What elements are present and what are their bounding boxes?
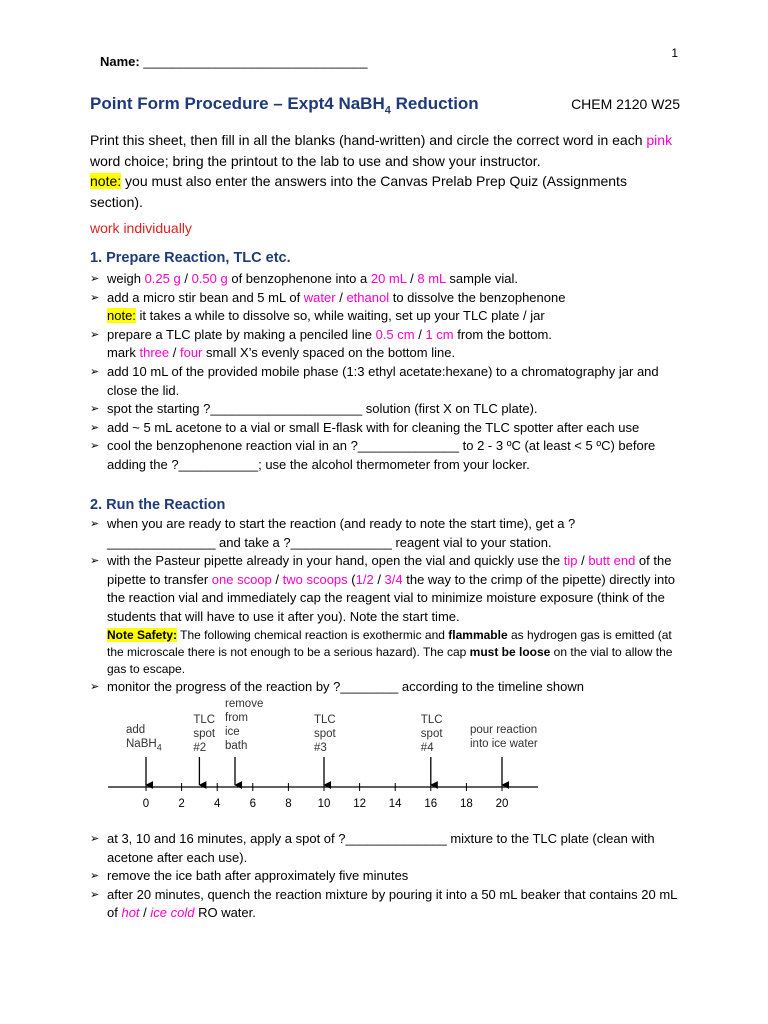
timeline-tick-label: 8 — [285, 798, 292, 810]
timeline-tick-label: 2 — [178, 798, 185, 810]
arrow-bullet-icon: ➢ — [90, 291, 100, 304]
timeline-tick-label: 18 — [459, 798, 473, 810]
note-highlight: note: — [90, 173, 122, 189]
list-item: ➢ weigh 0.25 g / 0.50 g of benzophenone into a 20 mL / 8 mL sample vial. — [90, 270, 686, 289]
list-item: ➢ when you are ready to start the reaction (and ready to note the start time), get a ? _______________ and take a ?______________ reagent vial to your station. — [90, 516, 576, 550]
page-title: Point Form Procedure – Expt4 NaBH$_4$ Reduction — [90, 94, 479, 117]
timeline-tick-label: 20 — [495, 798, 509, 810]
arrow-bullet-icon: ➢ — [90, 888, 100, 901]
timeline-tick-label: 6 — [249, 798, 256, 810]
list-item: ➢ spot the starting ?_____________________ solution (first X on TLC plate). — [90, 400, 686, 419]
timeline-event-label: TLC spot #3 — [314, 714, 336, 754]
reaction-timeline — [100, 695, 560, 820]
timeline-tick-label: 16 — [424, 798, 438, 810]
arrow-bullet-icon: ➢ — [90, 555, 100, 568]
arrow-bullet-icon: ➢ — [90, 833, 100, 845]
arrow-bullet-icon: ➢ — [90, 403, 100, 416]
list-item: ➢ prepare a TLC plate by making a penciled line 0.5 cm / 1 cm from the bottom. mark three / four small X’s evenly spaced on the bottom line. — [90, 326, 552, 361]
list-item: ➢ after 20 minutes, quench the reaction mixture by pouring it into a 50 mL beaker that contains 20 mL of hot / ice cold RO water. — [90, 886, 677, 921]
course-code: CHEM 2120 W25 — [571, 96, 680, 112]
section-1-title: 1. Prepare Reaction, TLC etc. — [90, 250, 291, 266]
timeline-tick-label: 4 — [213, 798, 221, 810]
arrow-bullet-icon: ➢ — [90, 328, 100, 341]
list-item: ➢ add ~ 5 mL acetone to a vial or small E-flask with for cleaning the TLC spotter after each use — [90, 419, 686, 438]
timeline-tick-label: 14 — [388, 798, 402, 810]
list-item: ➢ monitor the progress of the reaction by ?________ according to the timeline shown — [90, 678, 686, 697]
arrow-bullet-icon: ➢ — [90, 680, 100, 693]
name-field — [100, 54, 368, 69]
timeline-event-label: pour reaction into ice water — [470, 724, 538, 750]
intro-paragraph: Print this sheet, then fill in all the blanks (hand-written) and circle the correct word in each pink word choice; bring the printout to the lab to use and show your instructor. note: you must also enter the answers into the Canvas Prelab Prep Quiz (Assignments section). — [90, 132, 673, 210]
work-individually-note: work individually — [90, 220, 192, 236]
timeline-tick-label: 12 — [353, 798, 366, 810]
timeline-event-label: TLC spot #2 — [193, 714, 216, 754]
name-blank: _______________________________ — [143, 54, 368, 69]
list-item: ➢ add 10 mL of the provided mobile phase (1:3 ethyl acetate:hexane) to a chromatography jar and close the lid. — [90, 363, 659, 398]
section-2-steps-a — [90, 515, 686, 696]
timeline-event-label: TLC spot #4 — [420, 714, 443, 754]
title-row — [90, 94, 690, 116]
arrow-bullet-icon: ➢ — [90, 421, 100, 434]
page-number: 1 — [671, 46, 678, 60]
arrow-bullet-icon: ➢ — [90, 273, 100, 285]
list-item: ➢ add a micro stir bean and 5 mL of water / ethanol to dissolve the benzophenone note: it takes a while to dissolve so, while waiting, set up your TLC plate / jar — [90, 289, 566, 324]
list-item: ➢ remove the ice bath after approximately five minutes — [90, 867, 686, 886]
timeline-tick-label: 0 — [142, 798, 150, 810]
section-2-steps-b — [90, 830, 686, 923]
section-2-title: 2. Run the Reaction — [90, 497, 226, 513]
list-item: ➢ with the Pasteur pipette already in your hand, open the vial and quickly use the tip / butt end of the pipette to transfer one scoop / two scoops (1/2 / 3/4 the way to the crimp of the pipette) directly into the reaction vial and immediately cap the reagent vial to minimize moisture exposure (think of the students that will have to use it after you). Note the start time. Note Safety: The following chemical reaction is exothermic and flammable as hydrogen gas is emitted (at the microscale there is not enough to be a serious hazard). The cap must be loose on the vial to allow the gas to escape. — [90, 553, 676, 676]
list-item: ➢ cool the benzophenone reaction vial in an ?______________ to 2 - 3 ºC (at least < 5 ºC) before adding the ?___________; use the alcohol thermometer from your locker. — [90, 438, 656, 472]
arrow-bullet-icon: ➢ — [90, 870, 100, 883]
name-label: Name: — [100, 54, 140, 69]
arrow-bullet-icon: ➢ — [90, 440, 100, 453]
safety-label: Note Safety: — [107, 627, 178, 642]
arrow-bullet-icon: ➢ — [90, 518, 100, 530]
timeline-tick-label: 10 — [317, 798, 331, 810]
section-1-steps — [90, 270, 686, 475]
arrow-bullet-icon: ➢ — [90, 365, 100, 378]
timeline-event-label: remove from ice bath — [225, 698, 264, 752]
timeline-event-label: add NaBH$_4$ — [126, 724, 162, 753]
list-item: ➢ at 3, 10 and 16 minutes, apply a spot of ?______________ mixture to the TLC plate (clean with acetone after each use). — [90, 831, 655, 865]
